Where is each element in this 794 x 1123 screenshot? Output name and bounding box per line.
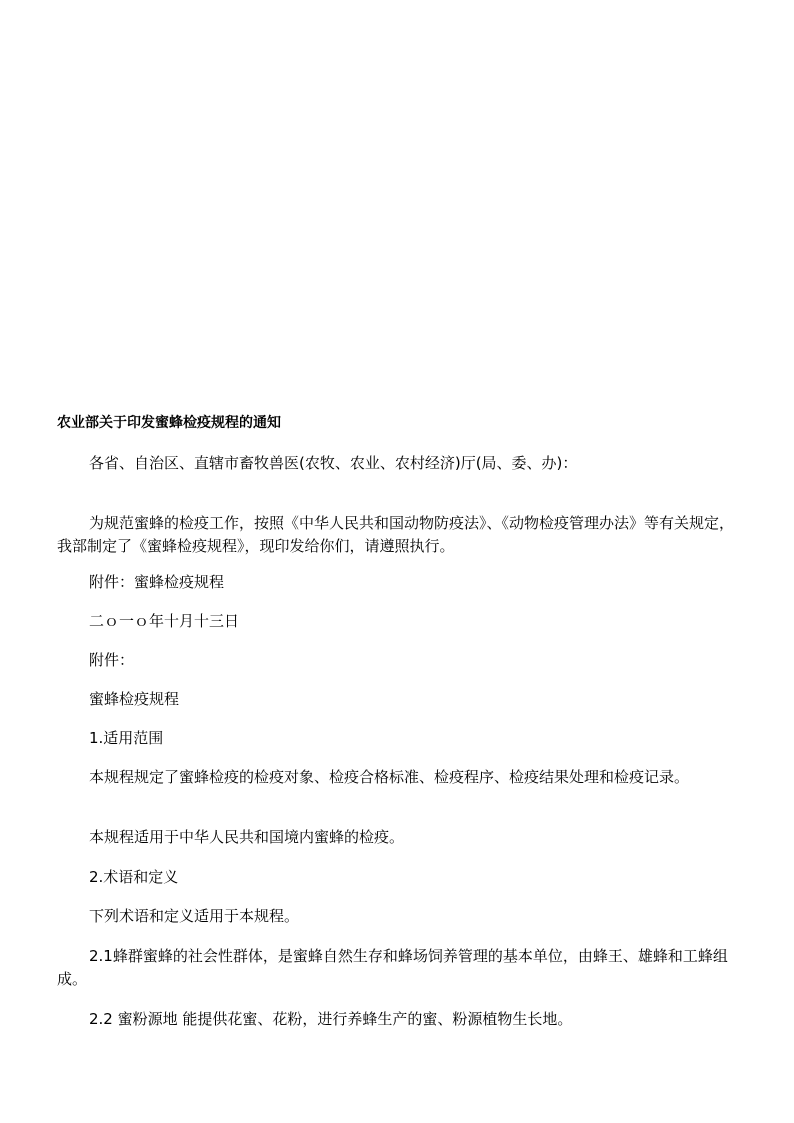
terms-intro-paragraph: 下列术语和定义适用于本规程。: [89, 907, 300, 925]
document-title: 农业部关于印发蜜蜂检疫规程的通知: [57, 415, 281, 431]
term-definition-colony: 2.1蜂群蜜蜂的社会性群体，是蜜蜂自然生存和蜂场饲养管理的基本单位，由蜂王、雄蜂和工蜂组成。: [57, 947, 728, 988]
applicability-paragraph: 本规程适用于中华人民共和国境内蜜蜂的检疫。: [89, 828, 405, 846]
attachment-label: 附件：: [89, 651, 135, 669]
section-heading-terms: 2.术语和定义: [89, 868, 179, 886]
issue-date: 二ｏ一ｏ年十月十三日: [89, 612, 240, 630]
addressee-paragraph: 各省、自治区、直辖市畜牧兽医(农牧、农业、农村经济)厅(局、委、办)：: [89, 454, 578, 472]
attachment-note: 附件：蜜蜂检疫规程: [89, 573, 225, 591]
regulation-title: 蜜蜂检疫规程: [89, 690, 180, 708]
scope-paragraph: 本规程规定了蜜蜂检疫的检疫对象、检疫合格标准、检疫程序、检疫结果处理和检疫记录。: [89, 768, 690, 786]
notice-body-paragraph: 为规范蜜蜂的检疫工作，按照《中华人民共和国动物防疫法》、《动物检疫管理办法》等有关规定，我部制定了《蜜蜂检疫规程》，现印发给你们，请遵照执行。: [57, 514, 735, 555]
term-definition-nectar: 2.2 蜜粉源地 能提供花蜜、花粉，进行养蜂生产的蜜、粉源植物生长地。: [89, 1010, 573, 1028]
section-heading-scope: 1.适用范围: [89, 729, 164, 747]
